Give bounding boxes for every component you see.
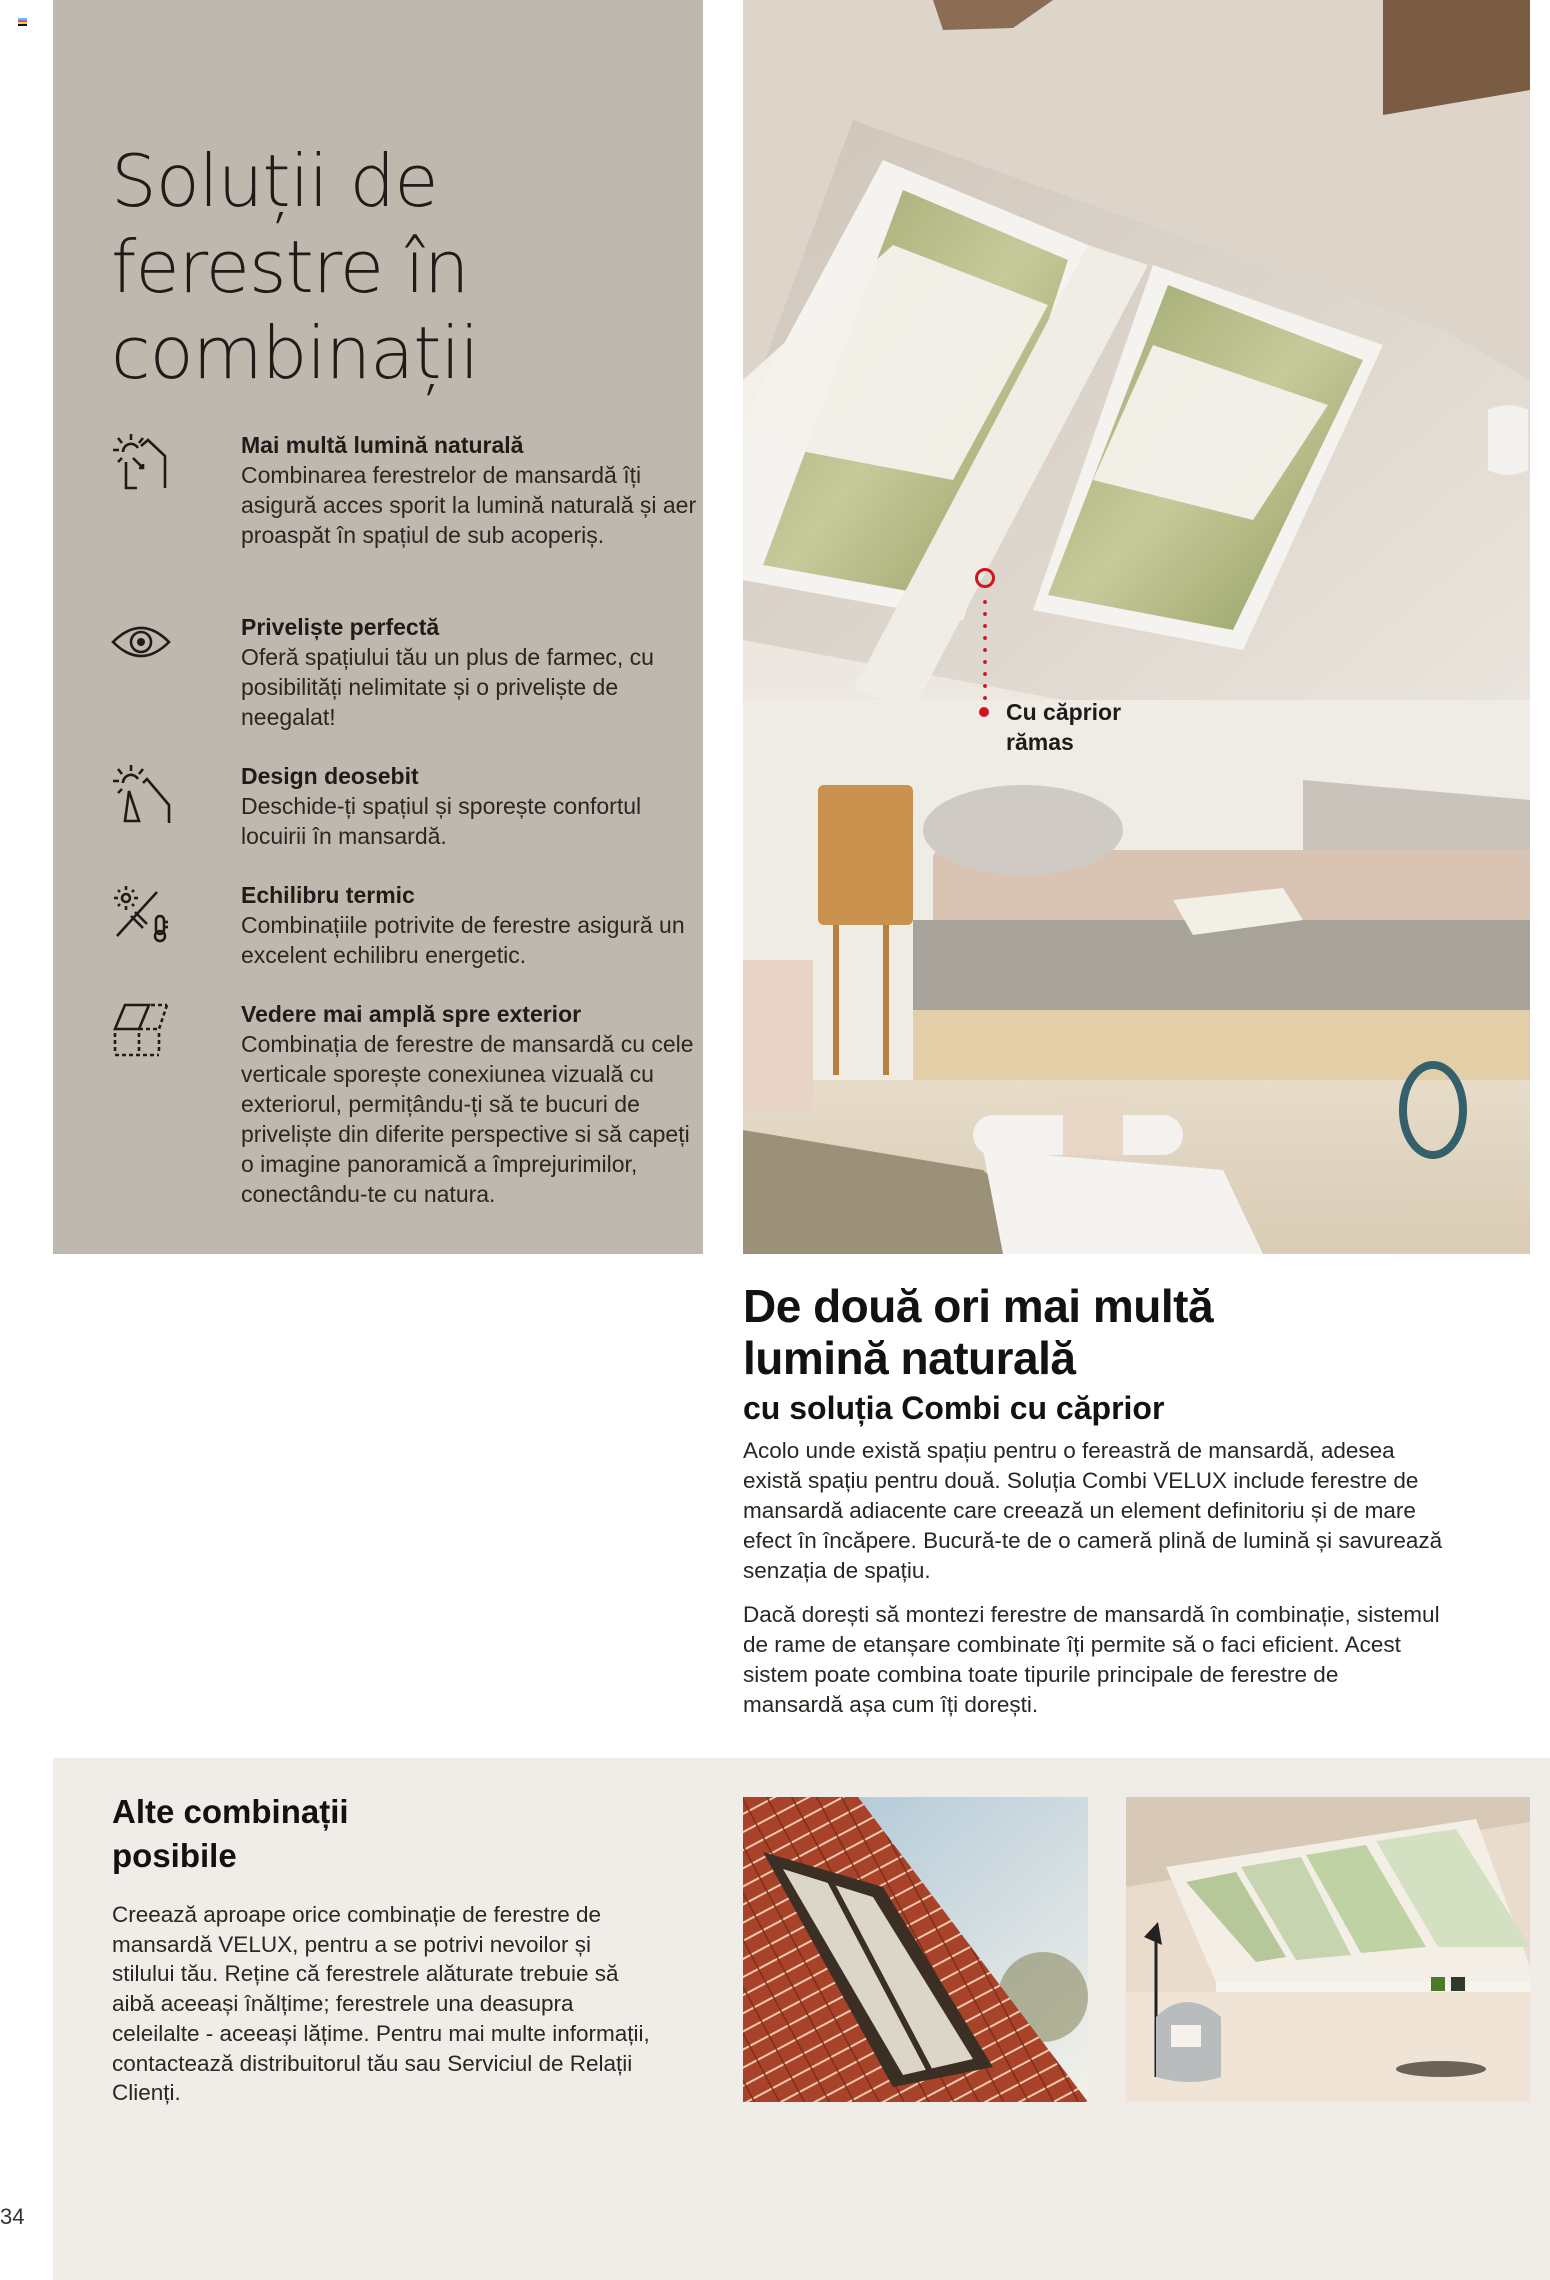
feature-text: Deschide-ți spațiul și sporește confortul locuirii în mansardă. xyxy=(241,793,642,849)
page-number: 34 xyxy=(0,2204,25,2229)
callout-line-2: rămas xyxy=(1006,729,1074,755)
combi-subheading: cu soluția Combi cu căprior xyxy=(743,1390,1165,1426)
features-panel xyxy=(53,0,703,1254)
other-combinations-title xyxy=(112,1790,412,1878)
title-line-2: ferestre în xyxy=(111,225,469,309)
feature-text: Combinațiile potrivite de ferestre asigură un excelent echilibru energetic. xyxy=(241,912,685,968)
feature-title: Priveliște perfectă xyxy=(241,614,440,640)
main-photo-attic-room xyxy=(743,0,1530,1254)
feature-text: Combinația de ferestre de mansardă cu cele verticale sporește conexiunea vizuală cu exteriorul, permițându-ți să te bucuri de priveliște din diferite perspective si să capeți o imagine panoramică a împrejurimilor, conectându-te cu natura. xyxy=(241,1031,694,1207)
printer-color-bar xyxy=(18,18,27,28)
sun-open-window-icon xyxy=(111,763,175,827)
combi-heading-line-2: lumină naturală xyxy=(743,1332,1076,1384)
combi-paragraph-1: Acolo unde există spațiu pentru o fereastră de mansardă, adesea există spațiu pentru două. Soluția Combi VELUX include ferestre de mansardă adiacente care creează un element definitoriu și de mare efect în încăpere. Bucură-te de o cameră plină de lumină și savurează senzația de spațiu. xyxy=(743,1438,1443,1583)
photo-roof-exterior xyxy=(743,1797,1088,2102)
window-combination-icon xyxy=(111,1001,175,1065)
other-combinations-title-line-1: Alte combinații xyxy=(112,1793,349,1830)
feature-text: Oferă spațiului tău un plus de farmec, cu posibilități nelimitate și o priveliște de neegalat! xyxy=(241,644,654,730)
eye-icon xyxy=(111,614,175,678)
attic-room-illustration xyxy=(743,0,1530,1254)
feature-title: Echilibru termic xyxy=(241,882,415,908)
feature-title: Design deosebit xyxy=(241,763,419,789)
combi-paragraph-2: Dacă dorești să montezi ferestre de mansardă în combinație, sistemul de rame de etanșare combinate îți permite să o faci eficient. Acest sistem poate combina toate tipurile principale de ferestre de mansardă așa cum îți dorești. xyxy=(743,1602,1440,1717)
title-line-3: combinații xyxy=(111,311,479,395)
roof-exterior-illustration xyxy=(743,1797,1088,2102)
callout-dotted-line xyxy=(983,596,987,706)
photo-attic-three-windows xyxy=(1126,1797,1530,2102)
attic-three-windows-illustration xyxy=(1126,1797,1530,2102)
feature-title: Vedere mai amplă spre exterior xyxy=(241,1001,582,1027)
combi-section xyxy=(743,1280,1443,1734)
combi-heading-line-1: De două ori mai multă xyxy=(743,1280,1214,1332)
combi-heading xyxy=(743,1280,1443,1384)
callout-marker-icon xyxy=(975,568,995,588)
callout-end-dot xyxy=(979,707,989,717)
callout-line-1: Cu căprior xyxy=(1006,699,1122,725)
title-line-1: Soluții de xyxy=(111,139,438,223)
other-combinations-text: Creează aproape orice combinație de ferestre de mansardă VELUX, pentru a se potrivi nevoilor și stilului tău. Reține că ferestrele alăturate trebuie să aibă aceeași înălțime; ferestrele una deasupra celeilalte - aceeași lățime. Pentru mai multe informații, contactează distribuitorul tău sau Serviciul de Relații Clienți. xyxy=(112,1902,650,2106)
thermal-balance-icon xyxy=(111,882,175,946)
feature-text: Combinarea ferestrelor de mansardă îți asigură acces sporit la lumină naturală și aer proaspăt în spațiul de sub acoperiș. xyxy=(241,462,697,548)
page-title xyxy=(111,138,671,396)
other-combinations-title-line-2: posibile xyxy=(112,1837,237,1874)
color-bar-black xyxy=(18,24,27,26)
callout-rafter-label xyxy=(1006,697,1166,757)
feature-title: Mai multă lumină naturală xyxy=(241,432,524,458)
sun-roof-window-icon xyxy=(111,432,175,496)
